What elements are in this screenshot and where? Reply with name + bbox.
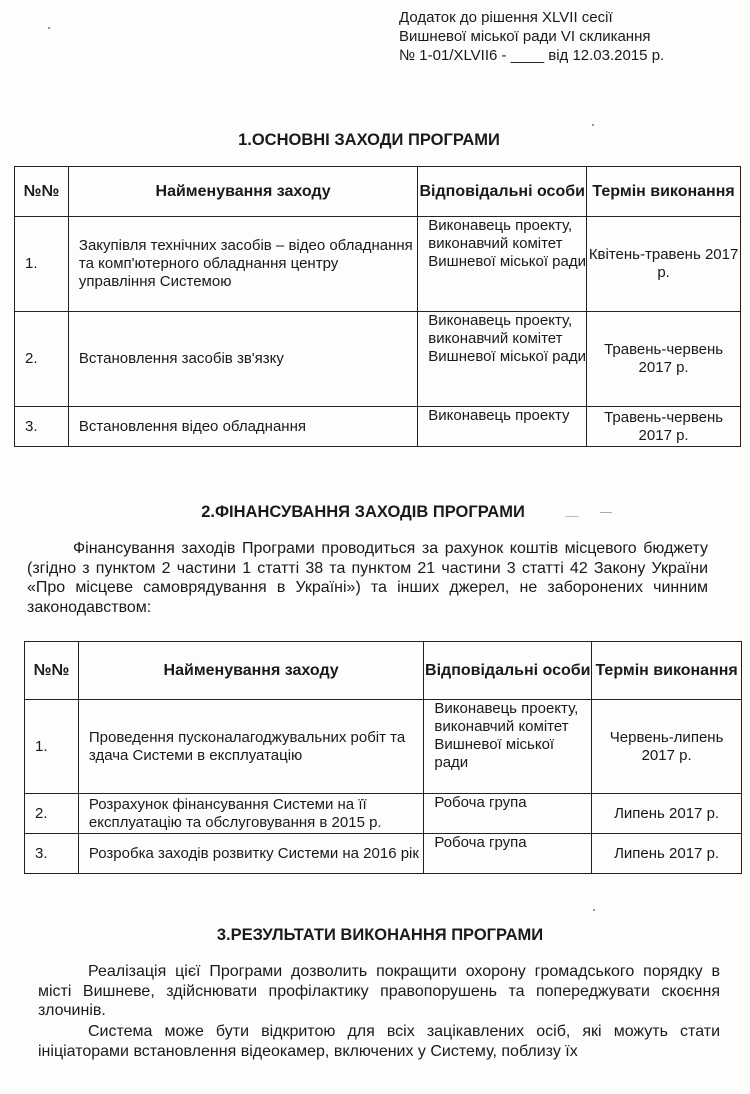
section-1-title: 1.ОСНОВНІ ЗАХОДИ ПРОГРАМИ xyxy=(238,131,500,149)
row-name: Проведення пусконалагоджувальних робіт та здача Системи в експлуатацію xyxy=(78,700,423,794)
row-name: Встановлення засобів зв'язку xyxy=(68,312,417,407)
row-term: Червень-липень 2017 р. xyxy=(592,700,742,794)
scan-speck xyxy=(593,909,595,911)
row-responsible: Робоча група xyxy=(424,834,592,874)
row-responsible: Виконавець проекту, виконавчий комітет Вишневої міської ради xyxy=(418,312,587,407)
section-2-table xyxy=(24,641,742,874)
header-name: Найменування заходу xyxy=(68,167,417,217)
appendix-note xyxy=(399,8,664,65)
row-number: 2. xyxy=(25,794,79,834)
appendix-note-line-3: № 1-01/XLVII6 - ____ від 12.03.2015 р. xyxy=(399,47,665,64)
appendix-note-line-1: Додаток до рішення XLVII сесії xyxy=(399,9,613,26)
header-term: Термін виконання xyxy=(592,642,742,700)
header-term: Термін виконання xyxy=(587,167,741,217)
header-number: №№ xyxy=(25,642,79,700)
scan-speck xyxy=(565,516,579,517)
table-header-row xyxy=(15,167,741,217)
row-term: Липень 2017 р. xyxy=(592,834,742,874)
header-responsible: Відповідальні особи xyxy=(418,167,587,217)
table-row xyxy=(25,794,742,834)
row-number: 1. xyxy=(15,217,69,312)
row-term: Травень-червень 2017 р. xyxy=(587,312,741,407)
header-number: №№ xyxy=(15,167,69,217)
row-term: Квітень-травень 2017 р. xyxy=(587,217,741,312)
header-name: Найменування заходу xyxy=(78,642,423,700)
row-term: Липень 2017 р. xyxy=(592,794,742,834)
section-3-title: 3.РЕЗУЛЬТАТИ ВИКОНАННЯ ПРОГРАМИ xyxy=(216,926,544,944)
section-1-table xyxy=(14,166,741,447)
header-responsible: Відповідальні особи xyxy=(424,642,592,700)
results-paragraph-2: Система може бути відкритою для всіх зацікавлених осіб, які можуть стати ініціаторами встановлення відеокамер, включених у Систему, поблизу їх xyxy=(38,1023,720,1060)
row-name: Закупівля технічних засобів – відео обладнання та комп'ютерного обладнання центру управління Системою xyxy=(68,217,417,312)
row-name: Розробка заходів розвитку Системи на 2016 рік xyxy=(78,834,423,874)
results-paragraph-1: Реалізація цієї Програми дозволить покращити охорону громадського порядку в місті Вишневе, здійснювати профілактику правопорушень та попереджувати скоєння злочинів. xyxy=(38,963,720,1019)
row-responsible: Виконавець проекту xyxy=(418,407,587,447)
section-2-title: 2.ФІНАНСУВАННЯ ЗАХОДІВ ПРОГРАМИ xyxy=(201,503,525,521)
table-row xyxy=(15,217,741,312)
scan-speck xyxy=(600,512,612,513)
appendix-note-line-2: Вишневої міської ради VI скликання xyxy=(399,28,651,45)
financing-paragraph: Фінансування заходів Програми проводиться за рахунок коштів місцевого бюджету (згідно з пунктом 2 частини 1 статті 38 та пунктом 21 частини 3 статті 42 Закону України «Про місцеве самоврядування в Україні») та інших джерел, не заборонених чинним законодавством: xyxy=(27,540,708,616)
table-row xyxy=(15,407,741,447)
table-row xyxy=(25,700,742,794)
row-number: 3. xyxy=(15,407,69,447)
row-responsible: Виконавець проекту, виконавчий комітет Вишневої міської ради xyxy=(424,700,592,794)
row-number: 2. xyxy=(15,312,69,407)
table-row xyxy=(25,834,742,874)
scan-speck xyxy=(48,27,50,29)
row-name: Встановлення відео обладнання xyxy=(68,407,417,447)
scan-speck xyxy=(592,124,594,126)
row-number: 1. xyxy=(25,700,79,794)
table-row xyxy=(15,312,741,407)
row-term: Травень-червень 2017 р. xyxy=(587,407,741,447)
row-responsible: Робоча група xyxy=(424,794,592,834)
row-number: 3. xyxy=(25,834,79,874)
row-responsible: Виконавець проекту, виконавчий комітет Вишневої міської ради xyxy=(418,217,587,312)
table-header-row xyxy=(25,642,742,700)
row-name: Розрахунок фінансування Системи на її експлуатацію та обслуговування в 2015 р. xyxy=(78,794,423,834)
